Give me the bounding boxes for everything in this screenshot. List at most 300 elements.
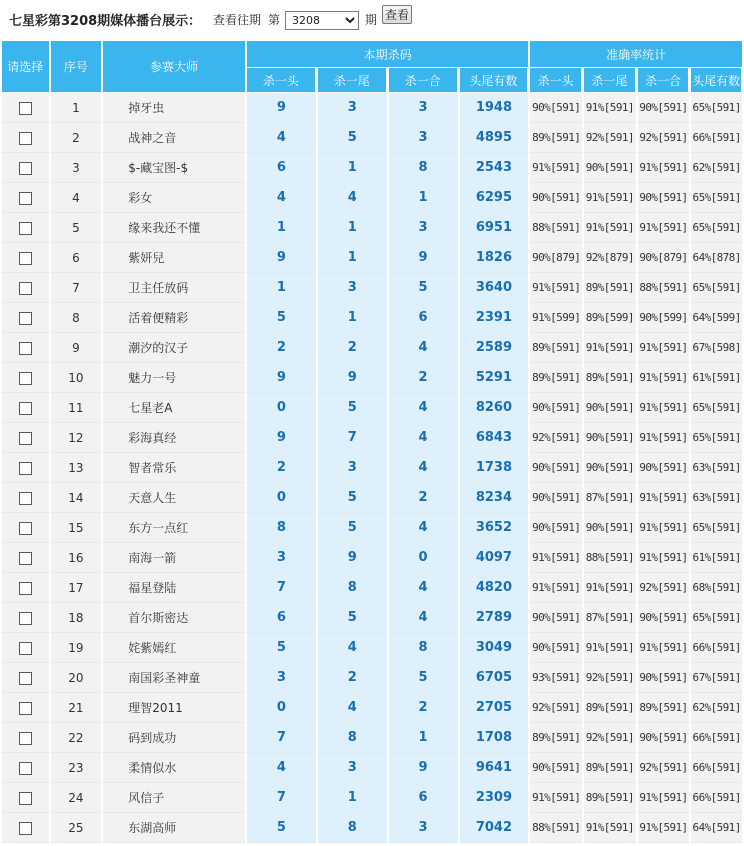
kill-sum-cell: 5: [389, 273, 458, 303]
kill-headtail-cell: 1826: [460, 243, 529, 273]
table-row: [2, 633, 742, 663]
kill-sum-cell: 4: [389, 573, 458, 603]
kill-tail-cell: 7: [318, 423, 387, 453]
kill-head-cell: 7: [247, 573, 316, 603]
kill-headtail-cell: 7042: [460, 813, 529, 843]
table-row: [2, 693, 742, 723]
select-cell: [2, 483, 49, 513]
seq-cell: 19: [51, 633, 102, 663]
kill-sum-cell: 2: [389, 693, 458, 723]
stat-headtail-cell: 65%[591]: [691, 183, 742, 213]
master-name-cell: $-藏宝图-$: [103, 153, 245, 183]
stat-head-cell: 90%[879]: [530, 243, 582, 273]
table-row: [2, 543, 742, 573]
stat-tail-cell: 90%[591]: [584, 513, 636, 543]
period-select[interactable]: [285, 11, 359, 30]
stat-sum-cell: 89%[591]: [638, 693, 690, 723]
table-row: [2, 783, 742, 813]
kill-headtail-cell: 3049: [460, 633, 529, 663]
stat-head-cell: 92%[591]: [530, 693, 582, 723]
master-name-cell: 魅力一号: [103, 363, 245, 393]
stat-head-cell: 91%[591]: [530, 273, 582, 303]
stat-tail-cell: 89%[591]: [584, 273, 636, 303]
kill-sum-cell: 4: [389, 603, 458, 633]
kill-headtail-cell: 4097: [460, 543, 529, 573]
seq-cell: 4: [51, 183, 102, 213]
master-name-cell: 战神之音: [103, 123, 245, 153]
stat-sum-cell: 91%[591]: [638, 333, 690, 363]
select-cell: [2, 573, 49, 603]
stat-headtail-cell: 63%[591]: [691, 453, 742, 483]
stat-head-cell: 90%[591]: [530, 393, 582, 423]
kill-sum-cell: 3: [389, 93, 458, 123]
kill-head-cell: 0: [247, 393, 316, 423]
kill-headtail-cell: 2789: [460, 603, 529, 633]
stat-tail-cell: 89%[591]: [584, 693, 636, 723]
row-checkbox[interactable]: [19, 162, 32, 175]
row-checkbox[interactable]: [19, 792, 32, 805]
master-name-cell: 理智2011: [103, 693, 245, 723]
table-row: [2, 513, 742, 543]
stat-headtail-cell: 65%[591]: [691, 603, 742, 633]
table-row: [2, 663, 742, 693]
kill-head-cell: 9: [247, 363, 316, 393]
col-header-select: 请选择: [2, 41, 49, 93]
select-cell: [2, 723, 49, 753]
row-checkbox[interactable]: [19, 702, 32, 715]
kill-head-cell: 1: [247, 213, 316, 243]
kill-header-headtail: 头尾有数: [460, 68, 529, 93]
kill-sum-cell: 4: [389, 513, 458, 543]
kill-tail-cell: 5: [318, 123, 387, 153]
seq-cell: 13: [51, 453, 102, 483]
kill-head-cell: 4: [247, 123, 316, 153]
kill-headtail-cell: 6843: [460, 423, 529, 453]
kill-head-cell: 5: [247, 633, 316, 663]
kill-tail-cell: 3: [318, 753, 387, 783]
stat-sum-cell: 91%[591]: [638, 543, 690, 573]
kill-sum-cell: 9: [389, 243, 458, 273]
stat-sum-cell: 91%[591]: [638, 153, 690, 183]
kill-sum-cell: 8: [389, 633, 458, 663]
master-name-cell: 七星老A: [103, 393, 245, 423]
seq-cell: 17: [51, 573, 102, 603]
kill-tail-cell: 1: [318, 213, 387, 243]
kill-head-cell: 5: [247, 813, 316, 843]
stat-head-cell: 91%[591]: [530, 543, 582, 573]
results-table: [0, 41, 744, 843]
kill-sum-cell: 3: [389, 123, 458, 153]
stat-tail-cell: 88%[591]: [584, 543, 636, 573]
kill-sum-cell: 9: [389, 753, 458, 783]
kill-tail-cell: 8: [318, 813, 387, 843]
kill-headtail-cell: 1708: [460, 723, 529, 753]
seq-cell: 14: [51, 483, 102, 513]
stat-headtail-cell: 64%[591]: [691, 813, 742, 843]
seq-cell: 10: [51, 363, 102, 393]
table-row: [2, 273, 742, 303]
row-checkbox[interactable]: [19, 672, 32, 685]
table-row: [2, 93, 742, 123]
stat-tail-cell: 91%[591]: [584, 333, 636, 363]
master-name-cell: 掉牙虫: [103, 93, 245, 123]
stat-head-cell: 91%[591]: [530, 573, 582, 603]
stat-head-cell: 91%[591]: [530, 783, 582, 813]
stat-headtail-cell: 65%[591]: [691, 213, 742, 243]
select-cell: [2, 603, 49, 633]
table-row: [2, 303, 742, 333]
kill-tail-cell: 8: [318, 573, 387, 603]
kill-tail-cell: 5: [318, 393, 387, 423]
kill-tail-cell: 2: [318, 663, 387, 693]
stat-head-cell: 88%[591]: [530, 813, 582, 843]
master-name-cell: 首尔斯密达: [103, 603, 245, 633]
stat-headtail-cell: 67%[598]: [691, 333, 742, 363]
select-cell: [2, 423, 49, 453]
select-cell: [2, 393, 49, 423]
seq-cell: 20: [51, 663, 102, 693]
select-cell: [2, 123, 49, 153]
select-cell: [2, 663, 49, 693]
kill-sum-cell: 3: [389, 213, 458, 243]
stat-sum-cell: 91%[591]: [638, 633, 690, 663]
kill-sum-cell: 1: [389, 183, 458, 213]
table-row: [2, 153, 742, 183]
stat-header-headtail: 头尾有数: [691, 68, 742, 93]
row-checkbox[interactable]: [19, 552, 32, 565]
stat-sum-cell: 90%[591]: [638, 93, 690, 123]
table-row: [2, 723, 742, 753]
stat-headtail-cell: 65%[591]: [691, 93, 742, 123]
stat-sum-cell: 91%[591]: [638, 363, 690, 393]
kill-head-cell: 2: [247, 333, 316, 363]
stat-tail-cell: 89%[591]: [584, 753, 636, 783]
kill-tail-cell: 3: [318, 93, 387, 123]
kill-headtail-cell: 5291: [460, 363, 529, 393]
kill-tail-cell: 5: [318, 603, 387, 633]
kill-sum-cell: 4: [389, 333, 458, 363]
seq-cell: 16: [51, 543, 102, 573]
kill-headtail-cell: 2589: [460, 333, 529, 363]
stat-head-cell: 89%[591]: [530, 333, 582, 363]
stat-sum-cell: 90%[591]: [638, 183, 690, 213]
select-cell: [2, 543, 49, 573]
kill-tail-cell: 5: [318, 483, 387, 513]
seq-cell: 9: [51, 333, 102, 363]
master-name-cell: 风信子: [103, 783, 245, 813]
kill-headtail-cell: 2543: [460, 153, 529, 183]
master-name-cell: 南海一箭: [103, 543, 245, 573]
col-header-master: 参赛大师: [103, 41, 245, 93]
master-name-cell: 智者常乐: [103, 453, 245, 483]
select-cell: [2, 363, 49, 393]
seq-cell: 15: [51, 513, 102, 543]
master-name-cell: 码到成功: [103, 723, 245, 753]
stat-headtail-cell: 65%[591]: [691, 273, 742, 303]
row-checkbox[interactable]: [19, 462, 32, 475]
stat-head-cell: 92%[591]: [530, 423, 582, 453]
row-checkbox[interactable]: [19, 762, 32, 775]
stat-tail-cell: 92%[591]: [584, 723, 636, 753]
stat-sum-cell: 90%[591]: [638, 453, 690, 483]
select-cell: [2, 333, 49, 363]
stat-head-cell: 90%[591]: [530, 513, 582, 543]
stat-header-tail: 杀一尾: [584, 68, 636, 93]
table-row: [2, 453, 742, 483]
stat-sum-cell: 91%[591]: [638, 213, 690, 243]
kill-tail-cell: 3: [318, 273, 387, 303]
table-row: [2, 333, 742, 363]
kill-head-cell: 6: [247, 603, 316, 633]
select-cell: [2, 153, 49, 183]
seq-cell: 7: [51, 273, 102, 303]
stat-sum-cell: 92%[591]: [638, 573, 690, 603]
kill-tail-cell: 2: [318, 333, 387, 363]
stat-sum-cell: 91%[591]: [638, 513, 690, 543]
group-header-stats: 准确率统计: [530, 41, 742, 68]
stat-head-cell: 90%[591]: [530, 483, 582, 513]
stat-tail-cell: 92%[591]: [584, 663, 636, 693]
select-cell: [2, 693, 49, 723]
kill-head-cell: 2: [247, 453, 316, 483]
row-checkbox[interactable]: [19, 402, 32, 415]
page-title: 七星彩第3208期媒体播台展示：: [9, 14, 202, 29]
kill-sum-cell: 2: [389, 363, 458, 393]
table-row: [2, 243, 742, 273]
kill-headtail-cell: 1948: [460, 93, 529, 123]
kill-head-cell: 0: [247, 483, 316, 513]
seq-cell: 25: [51, 813, 102, 843]
query-button[interactable]: 查看: [382, 5, 412, 24]
kill-sum-cell: 5: [389, 663, 458, 693]
stat-sum-cell: 91%[591]: [638, 393, 690, 423]
stat-headtail-cell: 64%[878]: [691, 243, 742, 273]
stat-head-cell: 89%[591]: [530, 723, 582, 753]
kill-sum-cell: 6: [389, 783, 458, 813]
stat-tail-cell: 92%[879]: [584, 243, 636, 273]
stat-sum-cell: 88%[591]: [638, 273, 690, 303]
kill-tail-cell: 1: [318, 783, 387, 813]
select-cell: [2, 183, 49, 213]
row-checkbox[interactable]: [19, 252, 32, 265]
select-cell: [2, 93, 49, 123]
stat-head-cell: 90%[591]: [530, 633, 582, 663]
kill-head-cell: 3: [247, 543, 316, 573]
stat-head-cell: 90%[591]: [530, 753, 582, 783]
row-checkbox[interactable]: [19, 582, 32, 595]
stat-headtail-cell: 66%[591]: [691, 753, 742, 783]
row-checkbox[interactable]: [19, 822, 32, 835]
master-name-cell: 彩海真经: [103, 423, 245, 453]
stat-head-cell: 91%[591]: [530, 153, 582, 183]
kill-head-cell: 9: [247, 93, 316, 123]
stat-sum-cell: 92%[591]: [638, 753, 690, 783]
kill-head-cell: 5: [247, 303, 316, 333]
select-cell: [2, 213, 49, 243]
row-checkbox[interactable]: [19, 312, 32, 325]
kill-tail-cell: 3: [318, 453, 387, 483]
kill-headtail-cell: 9641: [460, 753, 529, 783]
master-name-cell: 柔情似水: [103, 753, 245, 783]
row-checkbox[interactable]: [19, 642, 32, 655]
seq-cell: 3: [51, 153, 102, 183]
kill-head-cell: 8: [247, 513, 316, 543]
table-row: [2, 483, 742, 513]
master-name-cell: 天意人生: [103, 483, 245, 513]
kill-head-cell: 7: [247, 723, 316, 753]
stat-tail-cell: 89%[599]: [584, 303, 636, 333]
stat-sum-cell: 91%[591]: [638, 423, 690, 453]
stat-sum-cell: 90%[599]: [638, 303, 690, 333]
seq-cell: 8: [51, 303, 102, 333]
kill-tail-cell: 9: [318, 543, 387, 573]
stat-headtail-cell: 64%[599]: [691, 303, 742, 333]
master-name-cell: 活着便精彩: [103, 303, 245, 333]
kill-sum-cell: 4: [389, 423, 458, 453]
select-cell: [2, 513, 49, 543]
group-header-kill: 本期杀码: [247, 41, 528, 68]
stat-tail-cell: 91%[591]: [584, 633, 636, 663]
stat-tail-cell: 89%[591]: [584, 783, 636, 813]
table-row: [2, 573, 742, 603]
kill-headtail-cell: 8260: [460, 393, 529, 423]
col-header-seq: 序号: [51, 41, 102, 93]
stat-headtail-cell: 66%[591]: [691, 783, 742, 813]
stat-head-cell: 90%[591]: [530, 453, 582, 483]
page-header: [0, 0, 744, 40]
seq-cell: 11: [51, 393, 102, 423]
stat-sum-cell: 90%[591]: [638, 723, 690, 753]
stat-sum-cell: 92%[591]: [638, 123, 690, 153]
kill-sum-cell: 0: [389, 543, 458, 573]
kill-head-cell: 7: [247, 783, 316, 813]
stat-headtail-cell: 61%[591]: [691, 363, 742, 393]
period-suffix-label: 期: [365, 13, 378, 27]
kill-tail-cell: 4: [318, 693, 387, 723]
master-name-cell: 姹紫嫣红: [103, 633, 245, 663]
stat-head-cell: 90%[591]: [530, 183, 582, 213]
select-cell: [2, 813, 49, 843]
stat-tail-cell: 90%[591]: [584, 453, 636, 483]
row-checkbox[interactable]: [19, 132, 32, 145]
seq-cell: 24: [51, 783, 102, 813]
stat-tail-cell: 89%[591]: [584, 363, 636, 393]
kill-tail-cell: 1: [318, 303, 387, 333]
row-checkbox[interactable]: [19, 432, 32, 445]
stat-headtail-cell: 63%[591]: [691, 483, 742, 513]
master-name-cell: 福星登陆: [103, 573, 245, 603]
row-checkbox[interactable]: [19, 342, 32, 355]
stat-tail-cell: 90%[591]: [584, 423, 636, 453]
kill-sum-cell: 4: [389, 453, 458, 483]
seq-cell: 22: [51, 723, 102, 753]
kill-sum-cell: 4: [389, 393, 458, 423]
table-row: [2, 123, 742, 153]
kill-sum-cell: 3: [389, 813, 458, 843]
master-name-cell: 东方一点红: [103, 513, 245, 543]
row-checkbox[interactable]: [19, 282, 32, 295]
kill-headtail-cell: 6951: [460, 213, 529, 243]
seq-cell: 23: [51, 753, 102, 783]
table-row: [2, 363, 742, 393]
row-checkbox[interactable]: [19, 732, 32, 745]
seq-cell: 1: [51, 93, 102, 123]
kill-sum-cell: 1: [389, 723, 458, 753]
table-row: [2, 813, 742, 843]
stat-sum-cell: 91%[591]: [638, 813, 690, 843]
kill-head-cell: 4: [247, 183, 316, 213]
stat-sum-cell: 91%[591]: [638, 783, 690, 813]
stat-headtail-cell: 62%[591]: [691, 693, 742, 723]
kill-head-cell: 1: [247, 273, 316, 303]
kill-header-head: 杀一头: [247, 68, 316, 93]
kill-header-tail: 杀一尾: [318, 68, 387, 93]
stat-tail-cell: 91%[591]: [584, 213, 636, 243]
table-row: [2, 603, 742, 633]
master-name-cell: 卫主任放码: [103, 273, 245, 303]
master-name-cell: 彩女: [103, 183, 245, 213]
kill-head-cell: 9: [247, 423, 316, 453]
period-prefix-label: 第: [268, 13, 281, 27]
kill-tail-cell: 5: [318, 513, 387, 543]
stat-tail-cell: 90%[591]: [584, 153, 636, 183]
stat-head-cell: 88%[591]: [530, 213, 582, 243]
table-row: [2, 183, 742, 213]
kill-tail-cell: 1: [318, 243, 387, 273]
stat-headtail-cell: 65%[591]: [691, 423, 742, 453]
stat-headtail-cell: 66%[591]: [691, 723, 742, 753]
stat-headtail-cell: 65%[591]: [691, 393, 742, 423]
row-checkbox[interactable]: [19, 102, 32, 115]
stat-tail-cell: 91%[591]: [584, 93, 636, 123]
seq-cell: 5: [51, 213, 102, 243]
stat-headtail-cell: 65%[591]: [691, 513, 742, 543]
row-checkbox[interactable]: [19, 522, 32, 535]
kill-headtail-cell: 2705: [460, 693, 529, 723]
kill-headtail-cell: 8234: [460, 483, 529, 513]
table-row: [2, 423, 742, 453]
row-checkbox[interactable]: [19, 222, 32, 235]
row-checkbox[interactable]: [19, 492, 32, 505]
table-row: [2, 393, 742, 423]
stat-header-sum: 杀一合: [638, 68, 690, 93]
stat-head-cell: 90%[591]: [530, 93, 582, 123]
kill-headtail-cell: 3640: [460, 273, 529, 303]
kill-sum-cell: 6: [389, 303, 458, 333]
kill-head-cell: 4: [247, 753, 316, 783]
stat-tail-cell: 92%[591]: [584, 123, 636, 153]
kill-tail-cell: 1: [318, 153, 387, 183]
stat-headtail-cell: 67%[591]: [691, 663, 742, 693]
seq-cell: 18: [51, 603, 102, 633]
kill-tail-cell: 4: [318, 183, 387, 213]
stat-head-cell: 90%[591]: [530, 603, 582, 633]
kill-sum-cell: 8: [389, 153, 458, 183]
row-checkbox[interactable]: [19, 192, 32, 205]
kill-headtail-cell: 6705: [460, 663, 529, 693]
stat-tail-cell: 91%[591]: [584, 183, 636, 213]
row-checkbox[interactable]: [19, 612, 32, 625]
stat-tail-cell: 91%[591]: [584, 573, 636, 603]
kill-headtail-cell: 3652: [460, 513, 529, 543]
kill-headtail-cell: 6295: [460, 183, 529, 213]
stat-sum-cell: 91%[591]: [638, 483, 690, 513]
kill-head-cell: 3: [247, 663, 316, 693]
select-cell: [2, 753, 49, 783]
select-cell: [2, 243, 49, 273]
row-checkbox[interactable]: [19, 372, 32, 385]
master-name-cell: 潮汐的汉子: [103, 333, 245, 363]
